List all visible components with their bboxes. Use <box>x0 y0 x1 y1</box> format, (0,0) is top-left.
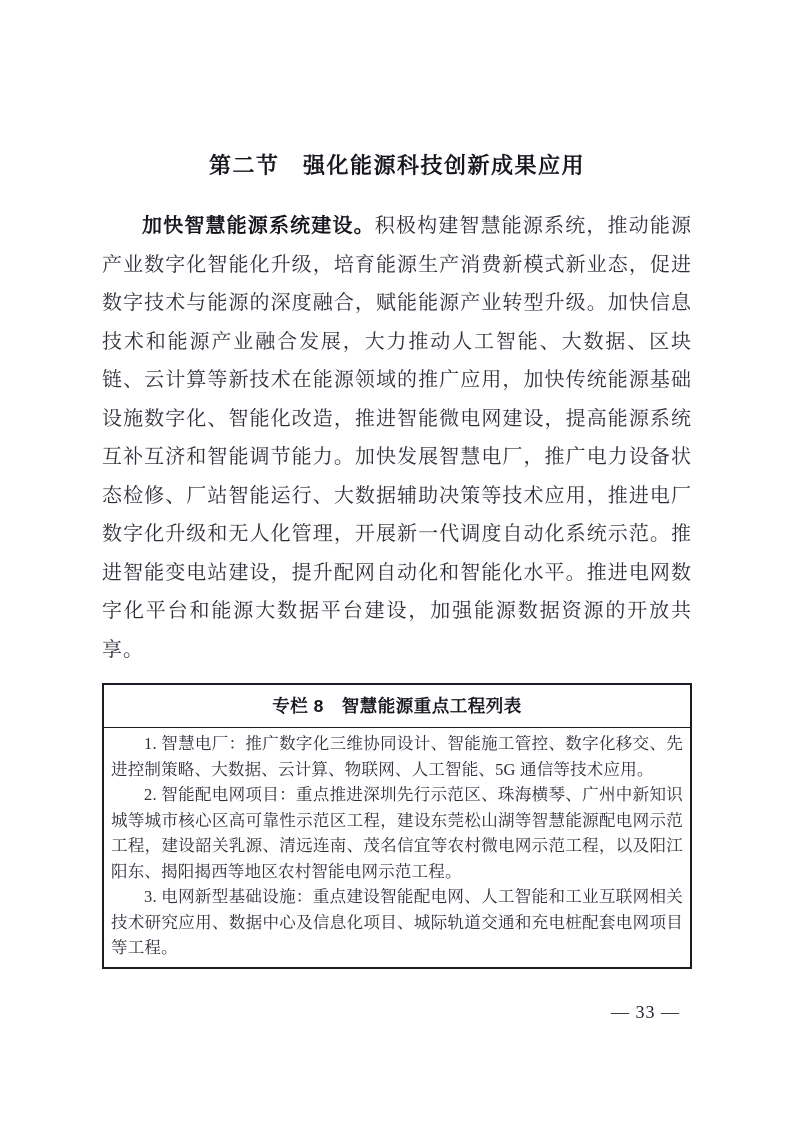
panel-title: 专栏 8 智慧能源重点工程列表 <box>104 685 690 728</box>
page-number: — 33 — <box>611 1002 680 1022</box>
body-paragraph <box>102 207 692 669</box>
panel-item-smart-power-plant: 1. 智慧电厂：推广数字化三维协同设计、智能施工管控、数字化移交、先进控制策略、大数据、云计算、物联网、人工智能、5G 通信等技术应用。 <box>111 734 683 779</box>
section-title: 第二节 强化能源科技创新成果应用 <box>208 153 585 178</box>
paragraph-text: 积极构建智慧能源系统，推动能源产业数字化智能化升级，培育能源生产消费新模式新业态，促进数字技术与能源的深度融合，赋能能源产业转型升级。加快信息技术和能源产业融合发展，大力推动人工智能、大数据、区块链、云计算等新技术在能源领域的推广应用，加快传统能源基础设施数字化、智能化改造，推进智能微电网建设，提高能源系统互补互济和智能调节能力。加快发展智慧电厂，推广电力设备状态检修、厂站智能运行、大数据辅助决策等技术应用，推进电厂数字化升级和无人化管理，开展新一代调度自动化系统示范。推进智能变电站建设，提升配网自动化和智能化水平。推进电网数字化平台和能源大数据平台建设，加强能源数据资源的开放共享。 <box>102 215 693 661</box>
feature-panel <box>102 683 692 969</box>
panel-item-new-grid-infrastructure: 3. 电网新型基础设施：重点建设智能配电网、人工智能和工业互联网相关技术研究应用、数据中心及信息化项目、城际轨道交通和充电桩配套电网项目等工程。 <box>111 887 683 957</box>
paragraph-lead: 加快智慧能源系统建设。 <box>142 215 375 237</box>
panel-item-smart-distribution-grid: 2. 智能配电网项目：重点推进深圳先行示范区、珠海横琴、广州中新知识城等城市核心区高可靠性示范区工程，建设东莞松山湖等智慧能源配电网示范工程，建设韶关乳源、清远连南、茂名信宜等农村微电网示范工程，以及阳江阳东、揭阳揭西等地区农村智能电网示范工程。 <box>111 785 683 881</box>
panel-body <box>104 728 690 967</box>
